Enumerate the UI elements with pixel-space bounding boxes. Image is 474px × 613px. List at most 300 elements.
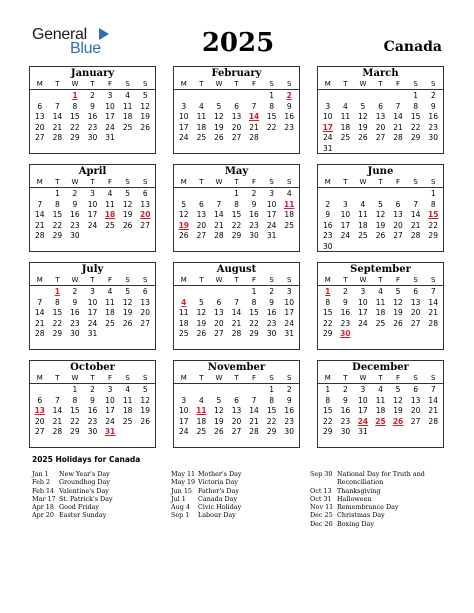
day-cell: 2 (90, 385, 95, 394)
day-cell: 10 (266, 199, 277, 209)
day-cell: 13 (375, 112, 386, 122)
day-cell: 12 (140, 395, 150, 405)
day-cell: 20 (196, 220, 207, 230)
day-cell: 3 (269, 189, 275, 198)
month-february (173, 66, 300, 154)
weekday-label: W (71, 276, 79, 284)
holiday-date: Feb 14 (32, 486, 55, 495)
day-grid (174, 385, 299, 438)
holiday-entry (32, 470, 160, 478)
day-cell: 12 (393, 297, 403, 307)
weekday-label: T (378, 374, 383, 382)
day-cell: 5 (216, 101, 222, 111)
holiday-day: 2 (286, 91, 292, 100)
month-october (29, 360, 156, 448)
weekday-label: S (125, 374, 130, 382)
day-cell: 28 (52, 427, 63, 437)
header-divider (318, 383, 443, 384)
day-cell: 3 (286, 287, 292, 296)
weekday-header (174, 276, 299, 285)
day-cell: 21 (52, 122, 63, 132)
weekday-label: F (108, 80, 113, 88)
day-cell: 16 (70, 308, 80, 318)
day-cell: 30 (87, 427, 98, 437)
empty-cell (354, 189, 372, 200)
month-name: October (70, 362, 115, 373)
holiday-name: Christmas Day (337, 511, 385, 520)
day-cell: 19 (393, 308, 403, 318)
weekday-label: T (343, 80, 348, 88)
day-cell: 10 (105, 101, 115, 111)
day-cell: 26 (179, 231, 189, 241)
day-cell: 17 (105, 112, 115, 122)
weekday-label: S (142, 276, 148, 284)
day-cell: 15 (266, 112, 277, 122)
holiday-date: May 19 (171, 478, 196, 487)
holiday-name: Good Friday (59, 503, 99, 512)
day-cell: 20 (231, 122, 242, 132)
holiday-entry (32, 511, 160, 519)
day-cell: 13 (410, 395, 421, 405)
day-cell: 25 (340, 133, 351, 143)
day-cell: 8 (269, 101, 275, 111)
day-cell: 10 (87, 199, 98, 209)
day-cell: 30 (323, 241, 333, 251)
day-cell: 26 (196, 329, 207, 339)
day-cell: 30 (428, 133, 438, 143)
holiday-entry (310, 511, 445, 519)
day-cell: 4 (125, 385, 131, 394)
month-name: September (350, 264, 411, 275)
holiday-day: 25 (375, 416, 386, 426)
day-cell: 25 (284, 220, 294, 230)
day-cell: 27 (35, 427, 45, 437)
day-cell: 29 (323, 329, 333, 339)
weekday-label: S (286, 374, 292, 382)
day-cell: 23 (87, 122, 98, 132)
day-cell: 25 (196, 427, 207, 437)
day-cell: 23 (70, 220, 80, 230)
day-cell: 19 (140, 112, 150, 122)
day-cell: 18 (340, 122, 351, 132)
empty-cell (337, 91, 355, 102)
day-cell: 19 (214, 122, 224, 132)
day-cell: 2 (286, 385, 292, 394)
day-cell: 24 (105, 122, 115, 132)
holiday-entry (171, 470, 299, 478)
weekday-label: F (252, 374, 257, 382)
day-cell: 21 (35, 318, 45, 328)
day-cell: 1 (430, 189, 436, 198)
weekday-label: M (324, 178, 331, 186)
weekday-label: T (378, 276, 383, 284)
day-cell: 15 (70, 406, 80, 416)
day-cell: 31 (87, 329, 98, 339)
weekday-label: T (234, 276, 239, 284)
day-cell: 21 (410, 220, 421, 230)
day-cell: 6 (413, 287, 419, 296)
weekday-label: T (90, 80, 95, 88)
day-cell: 17 (87, 308, 98, 318)
weekday-label: T (55, 374, 60, 382)
day-cell: 3 (90, 287, 95, 296)
day-cell: 22 (428, 220, 438, 230)
day-cell: 2 (430, 91, 436, 100)
day-cell: 4 (360, 199, 366, 209)
day-cell: 7 (251, 395, 257, 405)
day-cell: 17 (358, 406, 368, 416)
day-cell: 17 (87, 210, 98, 220)
holiday-date: Jul 1 (171, 494, 186, 503)
month-march (317, 66, 444, 154)
day-cell: 15 (249, 308, 259, 318)
holidays-column-2 (171, 470, 299, 520)
day-cell: 4 (198, 101, 204, 111)
holiday-name: Thanksgiving (337, 486, 381, 495)
day-cell: 13 (140, 297, 150, 307)
day-cell: 22 (249, 318, 259, 328)
day-cell: 14 (52, 406, 63, 416)
holiday-day: 30 (340, 329, 351, 339)
day-cell: 7 (413, 199, 419, 209)
header-divider (318, 187, 443, 188)
day-cell: 16 (340, 406, 351, 416)
empty-cell (31, 385, 49, 396)
holiday-date: Jun 15 (171, 486, 192, 495)
day-cell: 27 (231, 427, 242, 437)
day-cell: 22 (70, 416, 80, 426)
month-july (29, 262, 156, 350)
day-cell: 6 (216, 297, 222, 307)
holiday-date: Apr 20 (32, 511, 54, 520)
weekday-label: S (430, 374, 436, 382)
holiday-day: 24 (357, 416, 369, 426)
holiday-day: 18 (104, 210, 116, 220)
weekday-header (318, 80, 443, 89)
holiday-day: 11 (283, 199, 295, 209)
weekday-label: T (55, 178, 60, 186)
weekday-label: T (199, 276, 204, 284)
day-cell: 22 (266, 416, 277, 426)
holiday-entry (171, 495, 299, 503)
day-cell: 5 (378, 199, 383, 209)
weekday-label: S (430, 276, 436, 284)
holiday-name: Mother's Day (198, 470, 242, 478)
day-cell: 16 (87, 406, 98, 416)
holiday-entry (310, 520, 445, 528)
day-cell: 17 (179, 122, 189, 132)
empty-cell (228, 287, 246, 298)
holiday-name: Father's Day (198, 486, 239, 495)
day-cell: 11 (122, 101, 133, 111)
month-april (29, 164, 156, 252)
day-cell: 22 (323, 318, 333, 328)
day-cell: 29 (52, 231, 63, 241)
day-cell: 18 (179, 318, 189, 328)
day-cell: 25 (179, 329, 189, 339)
holiday-name: Civic Holiday (198, 503, 242, 512)
weekday-label: S (269, 374, 274, 382)
day-cell: 25 (122, 416, 133, 426)
day-cell: 2 (72, 189, 78, 198)
holiday-day: 1 (325, 287, 331, 296)
day-cell: 23 (323, 231, 333, 241)
day-grid (174, 287, 299, 340)
holiday-date: Jan 1 (32, 470, 49, 478)
empty-cell (389, 189, 407, 200)
holiday-name: Reconciliation (337, 478, 384, 487)
empty-cell (31, 189, 49, 200)
holiday-name: Remembrance Day (337, 503, 399, 512)
day-cell: 9 (342, 297, 348, 307)
day-cell: 7 (37, 199, 43, 209)
day-cell: 21 (428, 406, 438, 416)
day-cell: 14 (428, 297, 438, 307)
day-cell: 25 (196, 133, 207, 143)
day-cell: 4 (342, 101, 348, 111)
empty-cell (407, 189, 425, 200)
day-cell: 16 (428, 112, 438, 122)
holiday-date: Oct 13 (310, 486, 332, 495)
empty-cell (389, 91, 407, 102)
holiday-date: Nov 11 (310, 503, 334, 512)
day-cell: 2 (72, 287, 78, 296)
weekday-label: S (142, 80, 148, 88)
holiday-entry (310, 503, 445, 511)
month-name: August (216, 264, 257, 275)
day-cell: 27 (393, 231, 403, 241)
day-cell: 23 (87, 416, 98, 426)
holiday-entry (32, 487, 160, 495)
day-cell: 26 (122, 220, 133, 230)
weekday-label: W (215, 80, 223, 88)
holiday-date: Oct 31 (310, 494, 332, 503)
weekday-label: T (199, 374, 204, 382)
logo-general-text: General (32, 26, 87, 43)
holiday-entry (32, 495, 160, 503)
day-cell: 19 (214, 416, 224, 426)
day-cell: 5 (198, 297, 204, 307)
day-cell: 23 (284, 416, 294, 426)
empty-cell (49, 91, 67, 102)
day-cell: 30 (249, 231, 259, 241)
day-cell: 20 (35, 416, 45, 426)
day-cell: 11 (122, 395, 133, 405)
day-cell: 19 (393, 406, 403, 416)
day-cell: 5 (395, 287, 401, 296)
holiday-day: 4 (181, 297, 187, 307)
day-cell: 23 (266, 318, 277, 328)
day-cell: 27 (196, 231, 207, 241)
weekday-label: M (324, 80, 331, 88)
day-cell: 26 (140, 122, 150, 132)
day-cell: 6 (413, 385, 419, 394)
day-cell: 16 (266, 308, 277, 318)
weekday-label: S (413, 276, 418, 284)
month-september (317, 262, 444, 350)
weekday-label: T (199, 80, 204, 88)
day-cell: 5 (181, 199, 187, 209)
day-cell: 1 (72, 385, 78, 394)
day-cell: 8 (72, 395, 78, 405)
day-cell: 10 (284, 297, 294, 307)
day-cell: 29 (410, 133, 421, 143)
day-cell: 19 (122, 210, 133, 220)
weekday-label: W (359, 276, 367, 284)
day-cell: 9 (72, 297, 78, 307)
generalblue-logo (32, 26, 112, 58)
day-cell: 4 (378, 287, 383, 296)
day-cell: 21 (231, 318, 242, 328)
weekday-label: T (343, 178, 348, 186)
holiday-day: 1 (72, 91, 78, 100)
day-cell: 3 (181, 395, 187, 405)
day-cell: 26 (214, 133, 224, 143)
day-cell: 14 (410, 210, 421, 220)
holiday-day: 19 (178, 220, 189, 230)
day-cell: 19 (196, 318, 207, 328)
weekday-label: S (413, 178, 418, 186)
header-divider (318, 89, 443, 90)
day-cell: 4 (286, 189, 292, 198)
holiday-entry (171, 487, 299, 495)
month-december (317, 360, 444, 448)
day-cell: 24 (340, 231, 351, 241)
empty-cell (210, 91, 228, 102)
day-cell: 18 (122, 406, 133, 416)
day-cell: 1 (269, 91, 275, 100)
day-cell: 23 (340, 318, 351, 328)
day-cell: 20 (410, 308, 421, 318)
day-cell: 22 (52, 220, 63, 230)
day-cell: 14 (52, 112, 63, 122)
day-cell: 5 (125, 287, 131, 296)
day-cell: 15 (70, 112, 80, 122)
day-cell: 18 (196, 416, 207, 426)
day-cell: 28 (249, 133, 259, 143)
flag-icon (99, 28, 109, 40)
day-cell: 10 (179, 112, 189, 122)
day-cell: 26 (122, 318, 133, 328)
day-cell: 8 (54, 297, 60, 307)
day-cell: 29 (70, 133, 80, 143)
holiday-date: Feb 2 (32, 478, 51, 487)
holidays-column-3 (310, 470, 445, 528)
day-cell: 17 (266, 210, 277, 220)
day-cell: 6 (142, 287, 148, 296)
day-cell: 7 (216, 199, 222, 209)
day-cell: 14 (231, 308, 242, 318)
day-cell: 29 (266, 427, 277, 437)
holiday-name: New Year's Day (59, 470, 110, 478)
day-cell: 27 (140, 318, 150, 328)
day-cell: 10 (358, 395, 368, 405)
day-cell: 9 (286, 101, 292, 111)
day-cell: 8 (269, 395, 275, 405)
holiday-entry (310, 495, 445, 503)
day-cell: 8 (234, 199, 239, 209)
day-cell: 7 (234, 297, 239, 307)
day-cell: 30 (266, 329, 277, 339)
day-cell: 24 (179, 133, 189, 143)
holiday-name: Victoria Day (198, 478, 239, 487)
header-divider (318, 285, 443, 286)
empty-cell (193, 385, 211, 396)
day-cell: 30 (340, 427, 351, 437)
month-may (173, 164, 300, 252)
day-cell: 28 (393, 133, 403, 143)
day-cell: 9 (430, 101, 436, 111)
header-divider (30, 285, 155, 286)
weekday-label: W (359, 374, 367, 382)
day-cell: 5 (360, 101, 366, 111)
holiday-entry (310, 487, 445, 495)
day-cell: 15 (231, 210, 242, 220)
months-grid (29, 66, 440, 436)
day-cell: 9 (90, 101, 95, 111)
weekday-label: S (269, 80, 274, 88)
day-cell: 28 (231, 329, 242, 339)
day-cell: 7 (395, 101, 401, 111)
day-cell: 21 (214, 220, 224, 230)
weekday-label: M (324, 374, 331, 382)
month-name: July (81, 264, 104, 275)
day-cell: 2 (90, 91, 95, 100)
day-cell: 4 (107, 287, 113, 296)
month-january (29, 66, 156, 154)
day-cell: 6 (142, 189, 148, 198)
day-cell: 12 (122, 199, 133, 209)
day-cell: 20 (140, 308, 150, 318)
day-cell: 27 (231, 133, 242, 143)
empty-cell (175, 91, 193, 102)
day-cell: 24 (266, 220, 277, 230)
empty-cell (319, 189, 337, 200)
day-cell: 13 (140, 199, 150, 209)
day-cell: 18 (105, 308, 115, 318)
holiday-day: 15 (427, 210, 439, 220)
holiday-name: Groundhog Day (59, 478, 110, 487)
day-cell: 15 (52, 308, 63, 318)
holiday-name: Halloween (337, 494, 372, 503)
holiday-date (310, 478, 337, 486)
day-cell: 20 (375, 122, 386, 132)
weekday-header (30, 276, 155, 285)
month-name: May (224, 166, 249, 177)
day-cell: 19 (122, 308, 133, 318)
day-cell: 20 (35, 122, 45, 132)
day-cell: 24 (105, 416, 115, 426)
holiday-name: Boxing Day (337, 519, 374, 528)
day-cell: 29 (52, 329, 63, 339)
day-cell: 31 (284, 329, 294, 339)
weekday-header (174, 374, 299, 383)
day-cell: 19 (358, 122, 368, 132)
day-cell: 20 (393, 220, 403, 230)
header-divider (174, 285, 299, 286)
day-cell: 9 (269, 297, 275, 307)
day-cell: 5 (142, 385, 148, 394)
day-cell: 14 (249, 406, 259, 416)
weekday-label: F (252, 178, 257, 186)
header-divider (30, 383, 155, 384)
header-divider (30, 89, 155, 90)
day-cell: 31 (105, 133, 115, 143)
empty-cell (372, 91, 390, 102)
weekday-label: S (142, 374, 148, 382)
day-cell: 6 (37, 101, 43, 111)
empty-cell (245, 91, 263, 102)
